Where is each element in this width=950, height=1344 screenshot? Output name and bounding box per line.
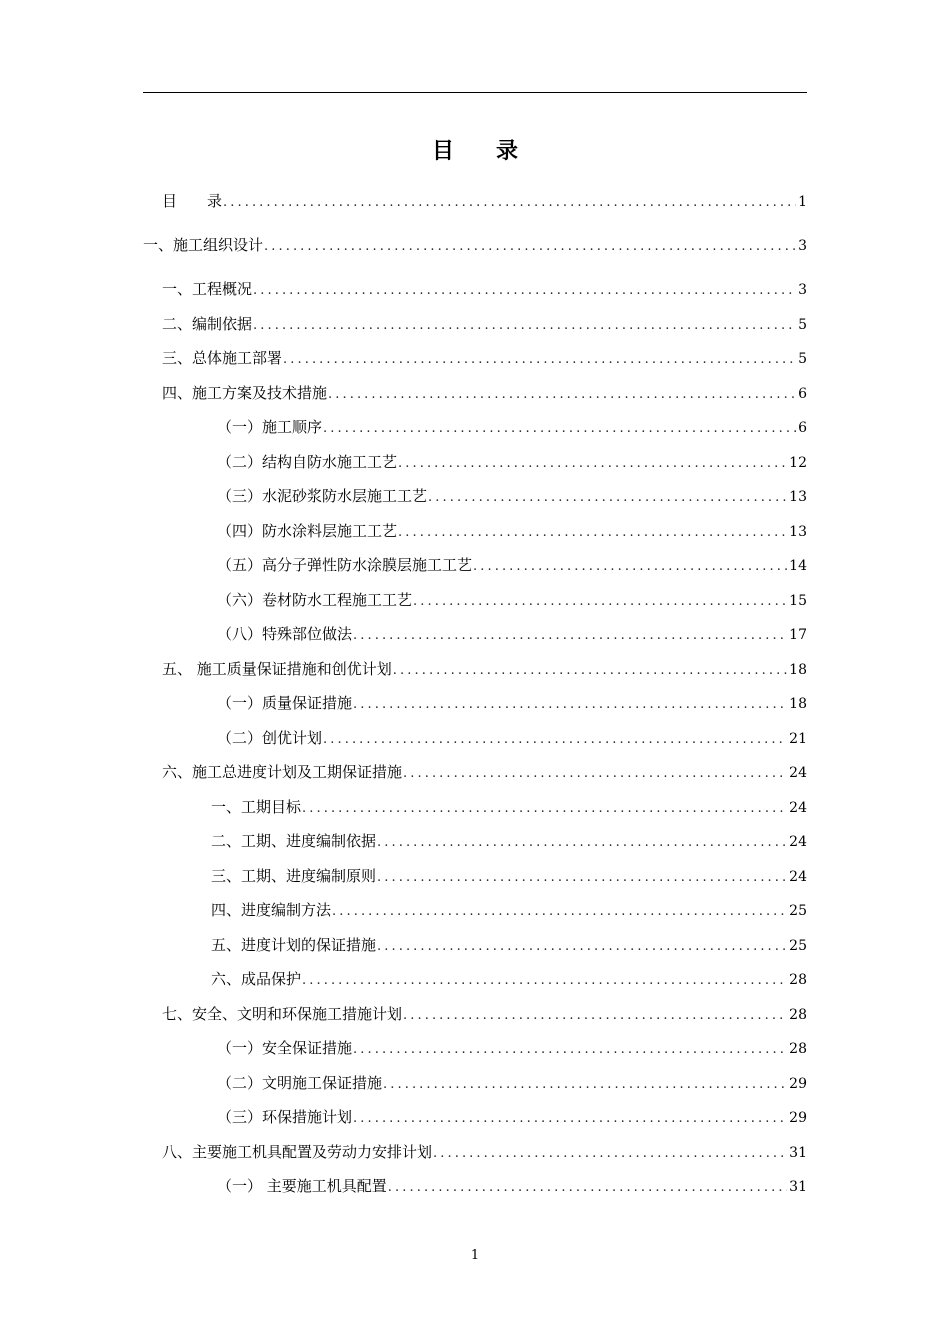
toc-dot-leader [264,237,796,257]
toc-entry[interactable] [217,1073,807,1093]
toc-entry[interactable] [217,590,807,610]
toc-entry[interactable] [162,762,807,782]
toc-entry-page: 1 [798,194,807,210]
toc-entry[interactable] [217,728,807,748]
toc-entry-page: 24 [789,834,807,850]
toc-dot-leader [377,937,787,957]
title-part-2: 录 [496,139,519,164]
toc-dot-leader [433,1144,787,1164]
toc-entry-page: 15 [789,592,807,609]
title-part-1: 目 [431,139,454,164]
toc-entry-page: 13 [789,489,807,505]
toc-dot-leader [323,419,796,439]
toc-entry-label: 目 录 [162,192,223,210]
toc-entry-page: 28 [789,1041,807,1057]
toc-entry[interactable] [211,969,807,989]
toc-dot-leader [393,661,787,681]
toc-entry-label: （三）水泥砂浆防水层施工工艺 [217,487,428,505]
toc-entry[interactable] [162,314,807,334]
toc-dot-leader [353,626,787,646]
toc-entry-label: （一）施工顺序 [217,418,323,436]
toc-entry[interactable] [217,1107,807,1127]
toc-dot-leader [353,1109,787,1129]
toc-entry-label: （一）安全保证措施 [217,1039,353,1057]
toc-dot-leader [253,281,796,301]
toc-entry[interactable] [211,900,807,920]
toc-entry[interactable] [211,797,807,817]
toc-entry-label: （一）质量保证措施 [217,694,353,712]
toc-entry-label: （一） 主要施工机具配置 [217,1177,387,1195]
toc-entry-label: （八）特殊部位做法 [217,625,353,643]
toc-dot-leader [388,1178,787,1198]
toc-entry-label: 六、施工总进度计划及工期保证措施 [162,763,403,781]
toc-entry-page: 12 [789,454,807,471]
toc-entry[interactable] [217,693,807,713]
toc-entry-label: （四）防水涂料层施工工艺 [217,521,398,540]
toc-entry-label: （六）卷材防水工程施工工艺 [217,590,413,609]
toc-dot-leader [353,1040,787,1060]
toc-entry-page: 3 [798,282,807,298]
toc-dot-leader [332,902,787,922]
toc-entry-page: 18 [789,661,807,678]
toc-entry[interactable] [211,831,807,851]
toc-entry[interactable] [217,521,807,541]
toc-entry[interactable] [162,659,807,679]
toc-entry-label: （二）结构自防水施工工艺 [217,452,398,471]
toc-entry-page: 14 [789,558,807,574]
toc-dot-leader [403,1006,787,1026]
toc-entry-page: 3 [798,238,807,254]
toc-dot-leader [302,799,787,819]
toc-dot-leader [413,592,787,612]
toc-dot-leader [323,730,787,750]
toc-entry[interactable] [162,1142,807,1162]
toc-dot-leader [353,695,787,715]
toc-dot-leader [398,523,787,543]
toc-entry[interactable] [217,624,807,644]
toc-entry[interactable] [162,1004,807,1024]
toc-entry-label: （二）文明施工保证措施 [217,1073,383,1092]
toc-entry-label: （三）环保措施计划 [217,1108,353,1126]
toc-entry[interactable] [162,383,807,403]
toc-entry[interactable] [217,417,807,437]
toc-entry-label: 五、 施工质量保证措施和创优计划 [162,659,392,678]
toc-entry-label: 二、工期、进度编制依据 [211,832,377,850]
toc-dot-leader [428,488,787,508]
toc-entry-label: 四、施工方案及技术措施 [162,383,328,402]
toc-entry-page: 24 [789,765,807,781]
toc-entry-page: 28 [789,1006,807,1023]
toc-entry-label: 一、工期目标 [211,797,302,816]
toc-entry-page: 5 [798,316,807,333]
toc-entry-label: 四、进度编制方法 [211,901,332,919]
toc-entry-label: 三、工期、进度编制原则 [211,866,377,885]
toc-entry-page: 6 [798,385,807,402]
toc-entry[interactable] [217,555,807,575]
toc-dot-leader [302,971,787,991]
toc-entry-page: 13 [789,523,807,540]
toc-dot-leader [377,833,787,853]
toc-dot-leader [403,764,787,784]
toc-entry-page: 31 [789,1144,807,1161]
toc-entry[interactable] [211,935,807,955]
toc-entry[interactable] [211,866,807,886]
toc-entry-page: 29 [789,1110,807,1126]
toc-dot-leader [377,868,787,888]
toc-entry[interactable] [162,348,807,368]
toc-entry-label: （二）创优计划 [217,728,323,747]
toc-entry-page: 5 [798,351,807,367]
toc-entry-page: 21 [789,730,807,747]
toc-entry-page: 24 [789,868,807,885]
toc-entry-page: 18 [789,696,807,712]
toc-dot-leader [283,350,796,370]
toc-entry[interactable] [162,279,807,299]
toc-entry[interactable] [217,452,807,472]
toc-entry-page: 29 [789,1075,807,1092]
toc-dot-leader [328,385,796,405]
toc-dot-leader [383,1075,787,1095]
toc-entry-label: 三、总体施工部署 [162,349,283,367]
toc-dot-leader [223,193,796,213]
toc-dot-leader [473,557,787,577]
toc-entry-label: 七、安全、文明和环保施工措施计划 [162,1004,403,1023]
toc-dot-leader [398,454,787,474]
toc-entry-page: 31 [789,1179,807,1195]
toc-entry-label: 八、主要施工机具配置及劳动力安排计划 [162,1142,433,1161]
toc-entry-label: 五、进度计划的保证措施 [211,935,377,954]
toc-entry-label: 二、编制依据 [162,314,253,333]
toc-entry-page: 6 [798,420,807,436]
toc-entry-label: 一、工程概况 [162,280,253,298]
page-number: 1 [470,1248,480,1263]
toc-entry-page: 25 [789,937,807,954]
toc-entry-page: 24 [789,799,807,816]
toc-entry[interactable] [217,1038,807,1058]
toc-dot-leader [253,316,796,336]
toc-entry-page: 17 [789,627,807,643]
toc-entry[interactable] [217,486,807,506]
toc-entry-page: 25 [789,903,807,919]
toc-entry[interactable] [143,235,807,255]
toc-entry[interactable] [162,191,807,211]
toc-entry-page: 28 [789,972,807,988]
toc-entry-label: （五）高分子弹性防水涂膜层施工工艺 [217,556,473,574]
toc-entry-label: 一、施工组织设计 [143,236,264,254]
toc-entry[interactable] [217,1176,807,1196]
toc-entry-label: 六、成品保护 [211,970,302,988]
